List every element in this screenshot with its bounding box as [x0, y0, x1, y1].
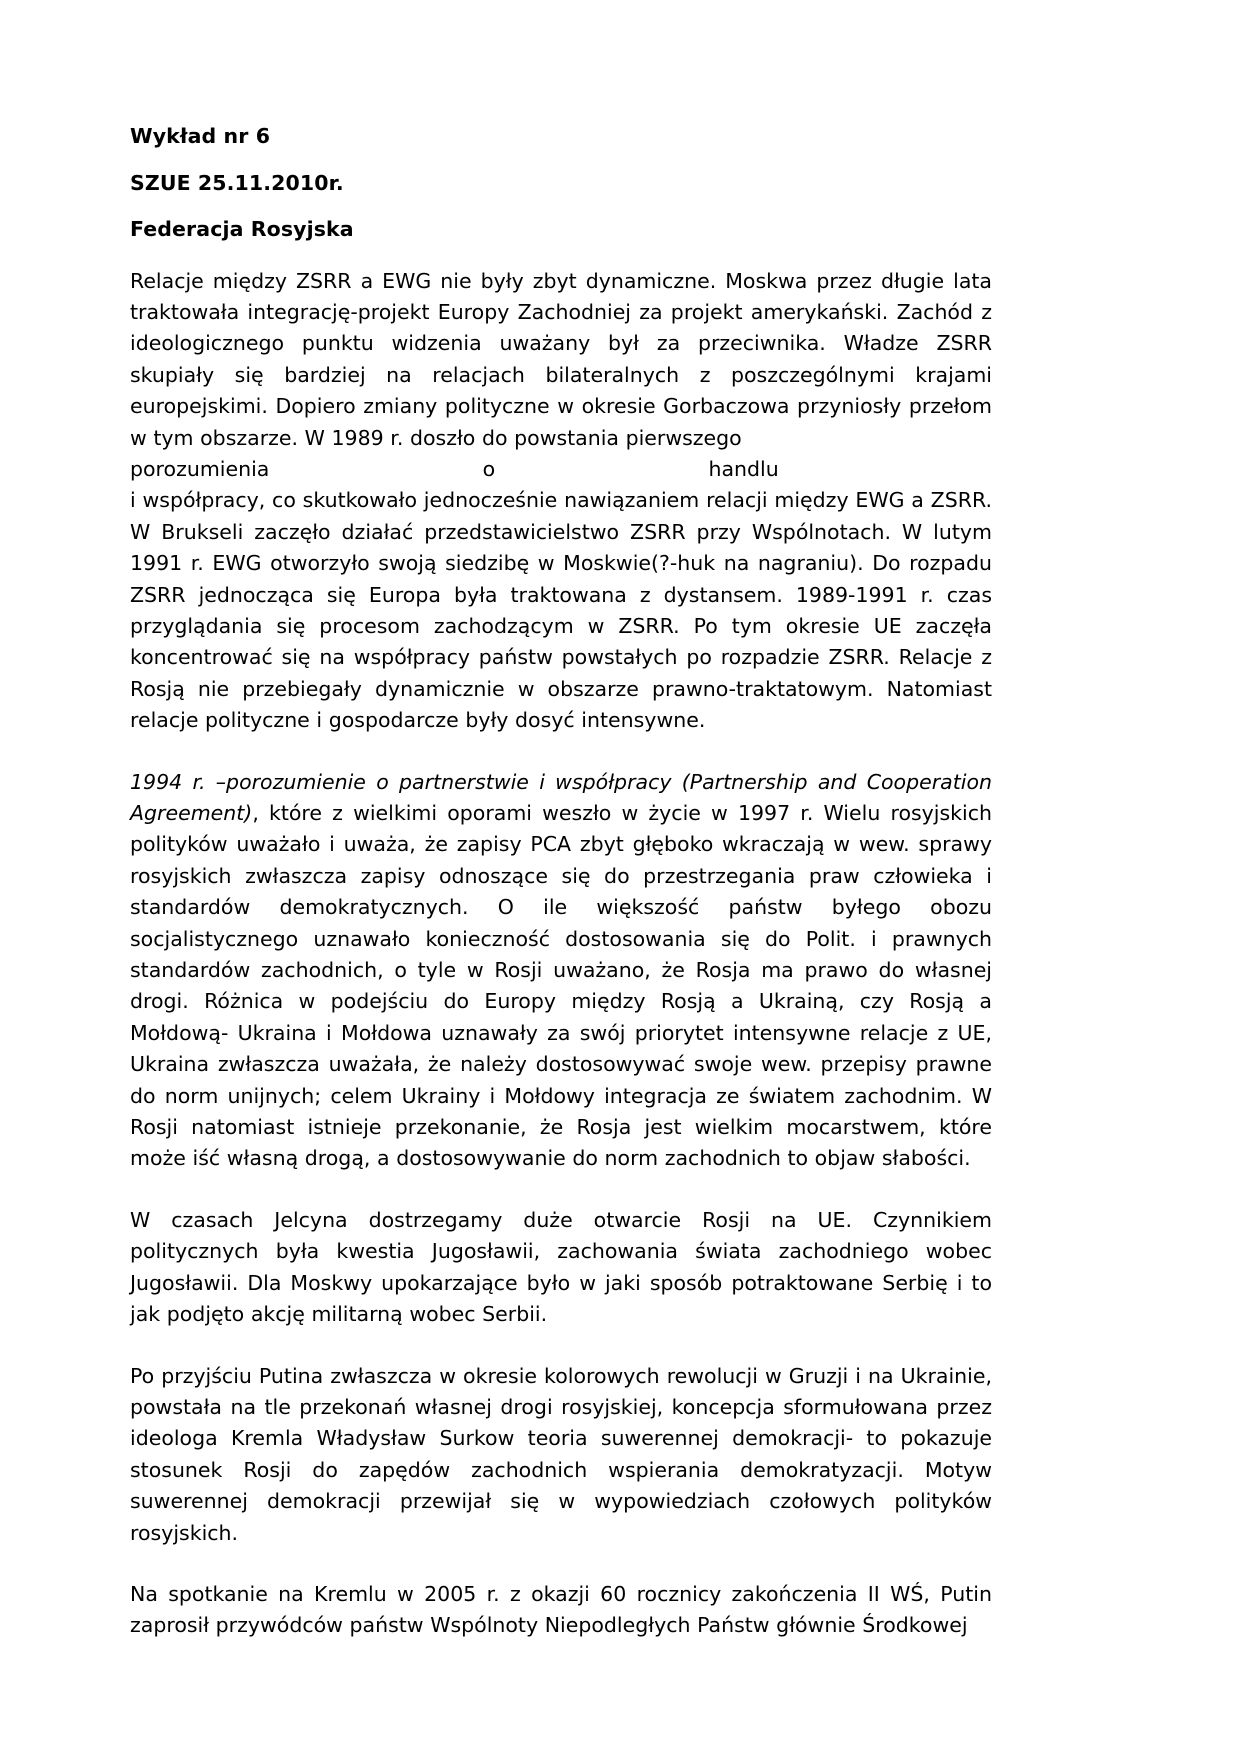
paragraph-3 [130, 1205, 992, 1331]
page-title: Wykład nr 6 [130, 124, 271, 148]
paragraph-1-part-b [130, 485, 992, 736]
paragraph-4 [130, 1361, 992, 1549]
stretched-word-porozumienia: porozumienia [130, 456, 270, 481]
paragraph-2-italic-lead: 1994 r. –porozumienie o partnerstwie i współpracy (Partnership and Cooperation Agreement) [130, 769, 992, 825]
heading-group-section [130, 219, 992, 240]
paragraph-1-text-b: i współpracy, co skutkowało jednocześnie nawiązaniem relacji między EWG a ZSRR. W Brukseli zaczęło działać przedstawicielstwo ZSRR przy Wspólnotach. W lutym 1991 r. EWG otworzyło swoją siedzibę w Moskwie(?-huk na nagraniu). Do rozpadu ZSRR jednocząca się Europa była traktowana z dystansem. 1989-1991 r. czas przyglądania się procesom zachodzącym w ZSRR. Po tym okresie UE zaczęła koncentrować się na współpracy państw powstałych po rozpadzie ZSRR. Relacje z Rosją nie przebiegały dynamicznie w obszarze prawno-traktatowym. Natomiast relacje polityczne i gospodarcze były dosyć intensywne. [130, 488, 992, 733]
paragraph-4-text: Po przyjściu Putina zwłaszcza w okresie kolorowych rewolucji w Gruzji i na Ukrainie, powstała na tle przekonań własnej drogi rosyjskiej, koncepcja sformułowana przez ideologa Kremla Władysław Surkow teoria suwerennej demokracji- to pokazuje stosunek Rosji do zapędów zachodnich wspierania demokratyzacji. Motyw suwerennej demokracji przewijał się w wypowiedziach czołowych polityków rosyjskich. [130, 1363, 992, 1545]
document-body [130, 126, 992, 1642]
paragraph-2 [130, 767, 992, 1175]
paragraph-1-part-a [130, 266, 992, 454]
paragraph-1-text-a: Relacje między ZSRR a EWG nie były zbyt dynamiczne. Moskwa przez długie lata traktowała integrację-projekt Europy Zachodniej za projekt amerykański. Zachód z ideologicznego punktu widzenia uważany był za przeciwnika. Władze ZSRR skupiały się bardziej na relacjach bilateralnych z poszczególnymi krajami europejskimi. Dopiero zmiany polityczne w okresie Gorbaczowa przyniosły przełom w tym obszarze. W 1989 r. doszło do powstania pierwszego [130, 268, 992, 450]
stretched-word-o: o [482, 456, 496, 481]
paragraph-3-text: W czasach Jelcyna dostrzegamy duże otwarcie Rosji na UE. Czynnikiem politycznych była kwestia Jugosławii, zachowania świata zachodniego wobec Jugosławii. Dla Moskwy upokarzające było w jaki sposób potraktowane Serbię i to jak podjęto akcję militarną wobec Serbii. [130, 1207, 992, 1327]
heading-group-course [130, 170, 992, 195]
paragraph-5 [130, 1579, 992, 1642]
section-heading: Federacja Rosyjska [130, 217, 354, 241]
course-date-heading: SZUE 25.11.2010r. [130, 170, 344, 195]
heading-group [130, 126, 992, 147]
paragraph-5-text: Na spotkanie na Kremlu w 2005 r. z okazji 60 rocznicy zakończenia II WŚ, Putin zaprosił przywódców państw Wspólnoty Niepodległych Państw głównie Środkowej [130, 1581, 992, 1638]
paragraph-1-stretched-line [130, 454, 992, 485]
stretched-word-handlu: handlu [708, 456, 779, 481]
paragraph-2-rest: , które z wielkimi oporami weszło w życie w 1997 r. Wielu rosyjskich polityków uważało i uważa, że zapisy PCA zbyt głęboko wkraczają w wew. sprawy rosyjskich zwłaszcza zapisy odnoszące się do przestrzegania praw człowieka i standardów demokratycznych. O ile większość państw byłego obozu socjalistycznego uznawało konieczność dostosowania się do Polit. i prawnych standardów zachodnich, o tyle w Rosji uważano, że Rosja ma prawo do własnej drogi. Różnica w podejściu do Europy między Rosją a Ukrainą, czy Rosją a Mołdową- Ukraina i Mołdowa uznawały za swój priorytet intensywne relacje z UE, Ukraina zwłaszcza uważała, że należy dostosowywać swoje wew. przepisy prawne do norm unijnych; celem Ukrainy i Mołdowy integracja ze światem zachodnim. W Rosji natomiast istnieje przekonanie, że Rosja jest wielkim mocarstwem, które może iść własną drogą, a dostosowywanie do norm zachodnich to objaw słabości. [130, 801, 992, 1171]
